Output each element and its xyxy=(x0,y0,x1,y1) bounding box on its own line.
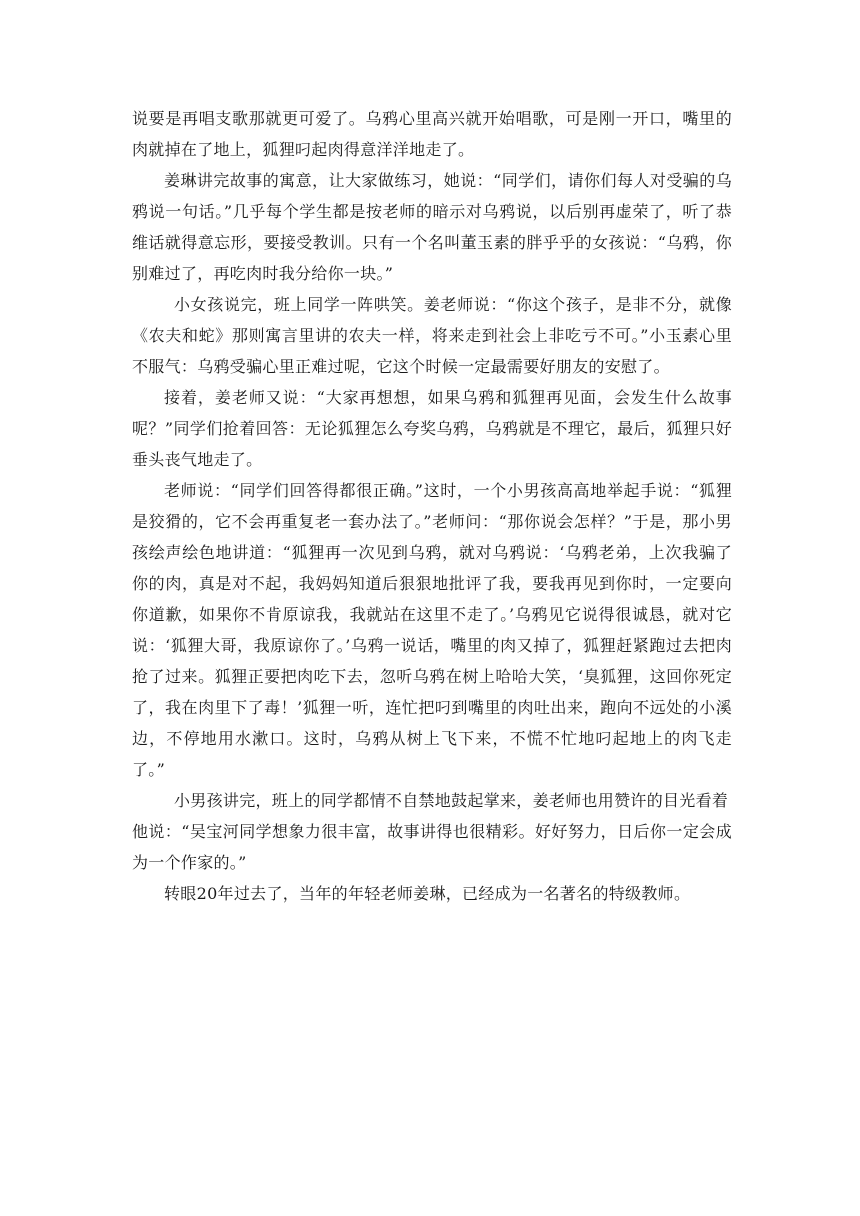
paragraph-6: 小男孩讲完，班上的同学都情不自禁地鼓起掌来，姜老师也用赞许的目光看着 xyxy=(174,791,729,810)
paragraph-2: 姜琳讲完故事的寓意，让大家做练习，她说：“同学们，请你们每人对受骗的乌鸦说一句话。”几乎每个学生都是按老师的暗示对乌鸦说，以后别再虚荣了，听了恭维话就得意忘形，要接受教训。只有一个名叫董玉素的胖乎乎的女孩说：“乌鸦，你别难过了，再吃肉时我分给你一块。” xyxy=(132,171,732,283)
paragraph-4: 接着，姜老师又说：“大家再想想，如果乌鸦和狐狸再见面，会发生什么故事呢？”同学们抢着回答：无论狐狸怎么夸奖乌鸦，乌鸦就是不理它，最后，狐狸只好垂头丧气地走了。 xyxy=(132,388,732,469)
paragraph-3: 小女孩说完，班上同学一阵哄笑。姜老师说：“你这个孩子，是非不分，就像《农夫和蛇》那则寓言里讲的农夫一样，将来走到社会上非吃亏不可。”小玉素心里不服气：乌鸦受骗心里正难过呢，它这个时候一定最需要好朋友的安慰了。 xyxy=(132,295,732,376)
document-body xyxy=(132,103,732,909)
paragraph-5: 老师说：“同学们回答得都很正确。”这时，一个小男孩高高地举起手说：“狐狸是狡猾的，它不会再重复老一套办法了。”老师问：“那你说会怎样？”于是，那小男孩绘声绘色地讲道：“狐狸再一次见到乌鸦，就对乌鸦说：‘乌鸦老弟，上次我骗了你的肉，真是对不起，我妈妈知道后狠狠地批评了我，要我再见到你时，一定要向你道歉，如果你不肯原谅我，我就站在这里不走了。’乌鸦见它说得很诚恳，就对它说：‘狐狸大哥，我原谅你了。’乌鸦一说话，嘴里的肉又掉了，狐狸赶紧跑过去把肉抢了过来。狐狸正要把肉吃下去，忽听乌鸦在树上哈哈大笑，‘臭狐狸，这回你死定了，我在肉里下了毒！’狐狸一听，连忙把叼到嘴里的肉吐出来，跑向不远处的小溪边，不停地用水漱口。这时，乌鸦从树上飞下来，不慌不忙地叼起地上的肉飞走了。” xyxy=(132,481,732,779)
paragraph-8: 转眼20年过去了，当年的年轻老师姜琳，已经成为一名著名的特级教师。 xyxy=(164,884,691,903)
paragraph-1: 说要是再唱支歌那就更可爱了。乌鸦心里高兴就开始唱歌，可是刚一开口，嘴里的肉就掉在了地上，狐狸叼起肉得意洋洋地走了。 xyxy=(132,109,732,159)
paragraph-7: 他说：“吴宝河同学想象力很丰富，故事讲得也很精彩。好好努力，日后你一定会成为一个作家的。” xyxy=(132,822,732,872)
